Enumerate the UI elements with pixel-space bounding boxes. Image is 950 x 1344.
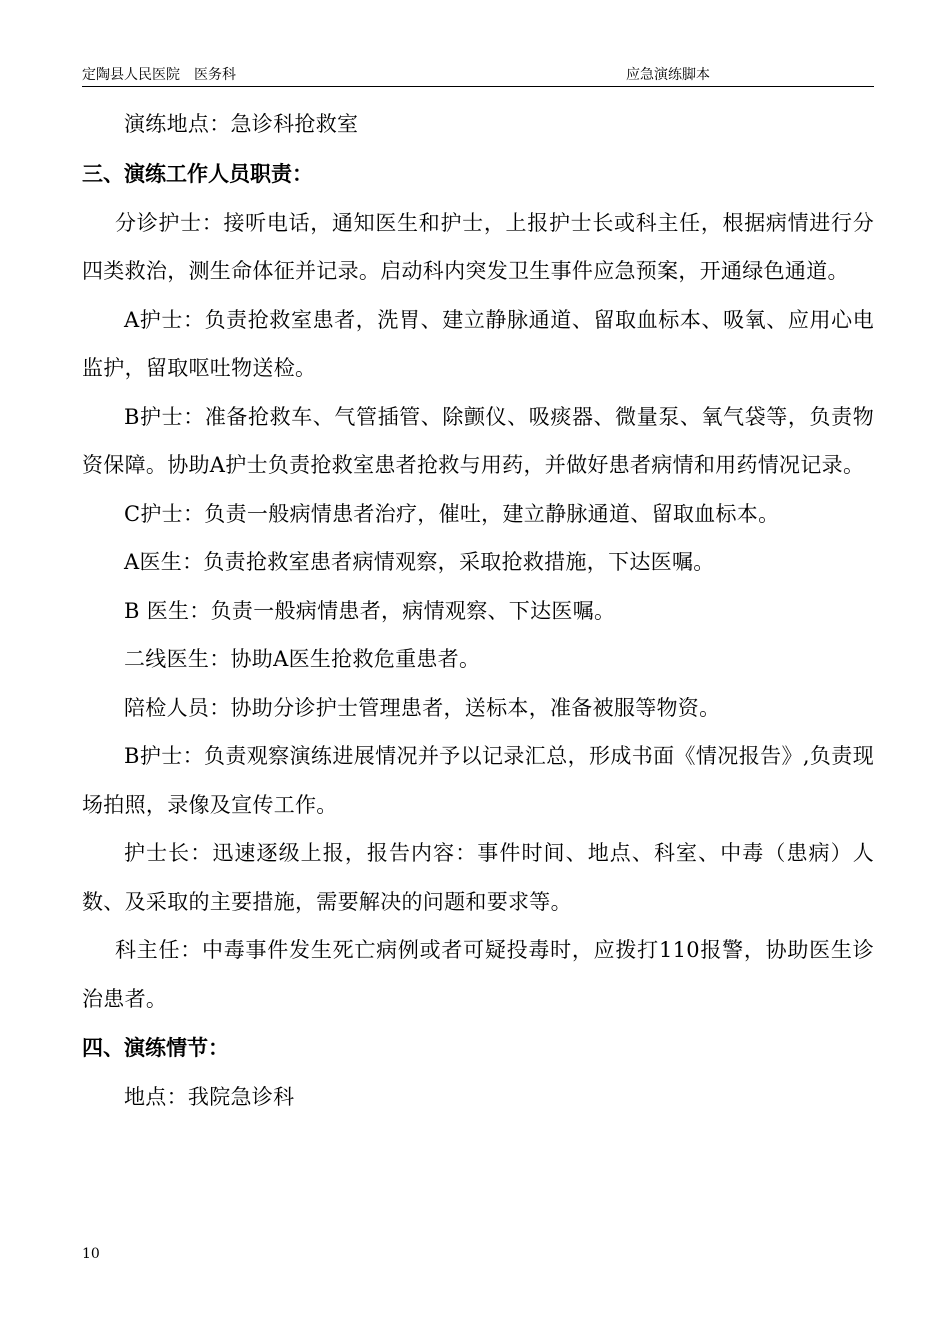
header-document-title: 应急演练脚本 (626, 67, 710, 83)
duty-nurse-b: B护士：准备抢救车、气管插管、除颤仪、吸痰器、微量泵、氧气袋等，负责物资保障。协助A护士负责抢救室患者抢救与用药，并做好患者病情和用药情况记录。 (82, 404, 874, 477)
page-header (82, 66, 874, 87)
duty-nurse-b-recorder: B护士：负责观察演练进展情况并予以记录汇总，形成书面《情况报告》,负责现场拍照，录像及宣传工作。 (82, 744, 874, 817)
scene-location: 地点：我院急诊科 (124, 1085, 295, 1109)
duty-nurse-c: C护士：负责一般病情患者治疗，催吐，建立静脉通道、留取血标本。 (124, 501, 780, 526)
duty-second-line-doctor: 二线医生：协助A医生抢救危重患者。 (124, 647, 481, 671)
duty-escort-staff: 陪检人员：协助分诊护士管理患者，送标本，准备被服等物资。 (124, 695, 721, 720)
duty-nurse-a: A护士：负责抢救室患者，洗胃、建立静脉通道、留取血标本、吸氧、应用心电监护，留取呕吐物送检。 (82, 307, 874, 380)
page-number: 10 (82, 1246, 100, 1262)
section-3-heading: 三、演练工作人员职责： (82, 160, 313, 186)
duty-head-nurse: 护士长：迅速逐级上报，报告内容：事件时间、地点、科室、中毒（患病）人数、及采取的主要措施，需要解决的问题和要求等。 (82, 841, 874, 914)
duty-doctor-a: A医生：负责抢救室患者病情观察，采取抢救措施，下达医嘱。 (124, 550, 715, 574)
header-hospital-department: 定陶县人民医院 医务科 (82, 67, 236, 83)
drill-location: 演练地点：急诊科抢救室 (124, 112, 359, 136)
duty-doctor-b: B 医生：负责一般病情患者，病情观察、下达医嘱。 (124, 598, 616, 623)
duty-triage-nurse: 分诊护士：接听电话，通知医生和护士，上报护士长或科主任，根据病情进行分四类救治，测生命体征并记录。启动科内突发卫生事件应急预案，开通绿色通道。 (82, 210, 874, 283)
duty-department-director: 科主任：中毒事件发生死亡病例或者可疑投毒时，应拨打110报警，协助医生诊治患者。 (82, 938, 874, 1011)
section-4-heading: 四、演练情节： (82, 1035, 229, 1060)
document-body (82, 100, 874, 1122)
